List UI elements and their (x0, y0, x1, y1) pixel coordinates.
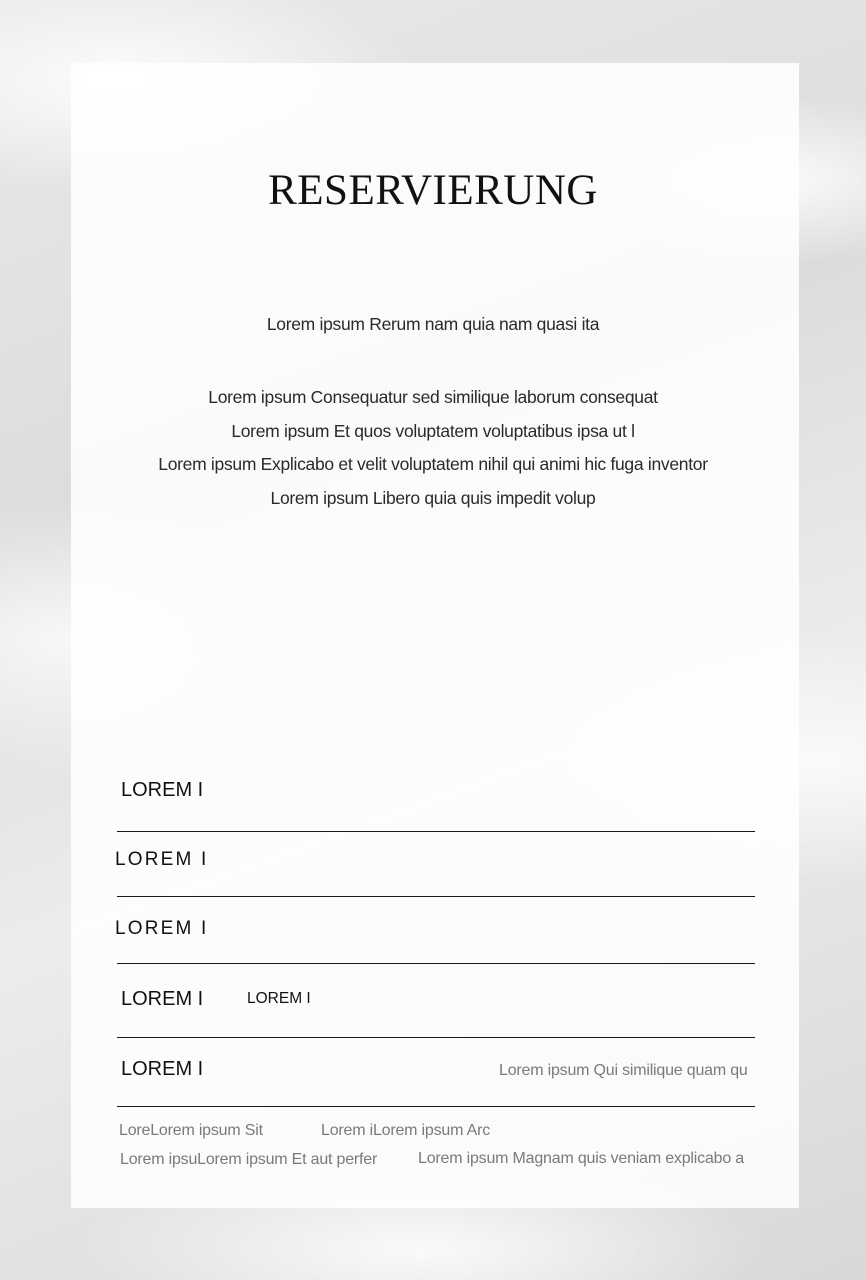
details-line: Lorem ipsum Et quos voluptatem voluptatibus ipsa ut l (231, 420, 635, 441)
footer-text: Lorem ipsuLorem ipsum Et aut perfer (120, 1151, 378, 1168)
footer-text: Lorem iLorem ipsum Arc (321, 1122, 490, 1139)
field-label-4: LOREM I (121, 988, 204, 1010)
field-line-5 (117, 1106, 755, 1107)
field-label-1: LOREM I (121, 779, 204, 801)
details-line: Lorem ipsum Libero quia quis impedit volup (270, 487, 596, 508)
field-line-1 (117, 831, 755, 832)
field-line-2 (117, 896, 755, 897)
page-title: RESERVIERUNG (268, 167, 598, 214)
footer-text: LoreLorem ipsum Sit (119, 1122, 263, 1139)
field-line-4 (117, 1037, 755, 1038)
details-line: Lorem ipsum Consequatur sed similique laborum consequat (208, 387, 658, 407)
footer-text: Lorem ipsum Magnam quis veniam explicabo a (418, 1150, 744, 1167)
field-label-3: LOREM I (115, 918, 209, 939)
details-block (0, 381, 866, 515)
field-note-5: Lorem ipsum Qui similique quam qu (499, 1062, 748, 1079)
details-line: Lorem ipsum Explicabo et velit voluptatem nihil qui animi hic fuga inventor (158, 454, 708, 474)
field-label-2: LOREM I (115, 849, 209, 870)
field-value-4: LOREM I (247, 990, 311, 1007)
field-line-3 (117, 963, 755, 964)
field-label-5: LOREM I (121, 1058, 204, 1080)
intro-text: Lorem ipsum Rerum nam quia nam quasi ita (266, 314, 600, 334)
